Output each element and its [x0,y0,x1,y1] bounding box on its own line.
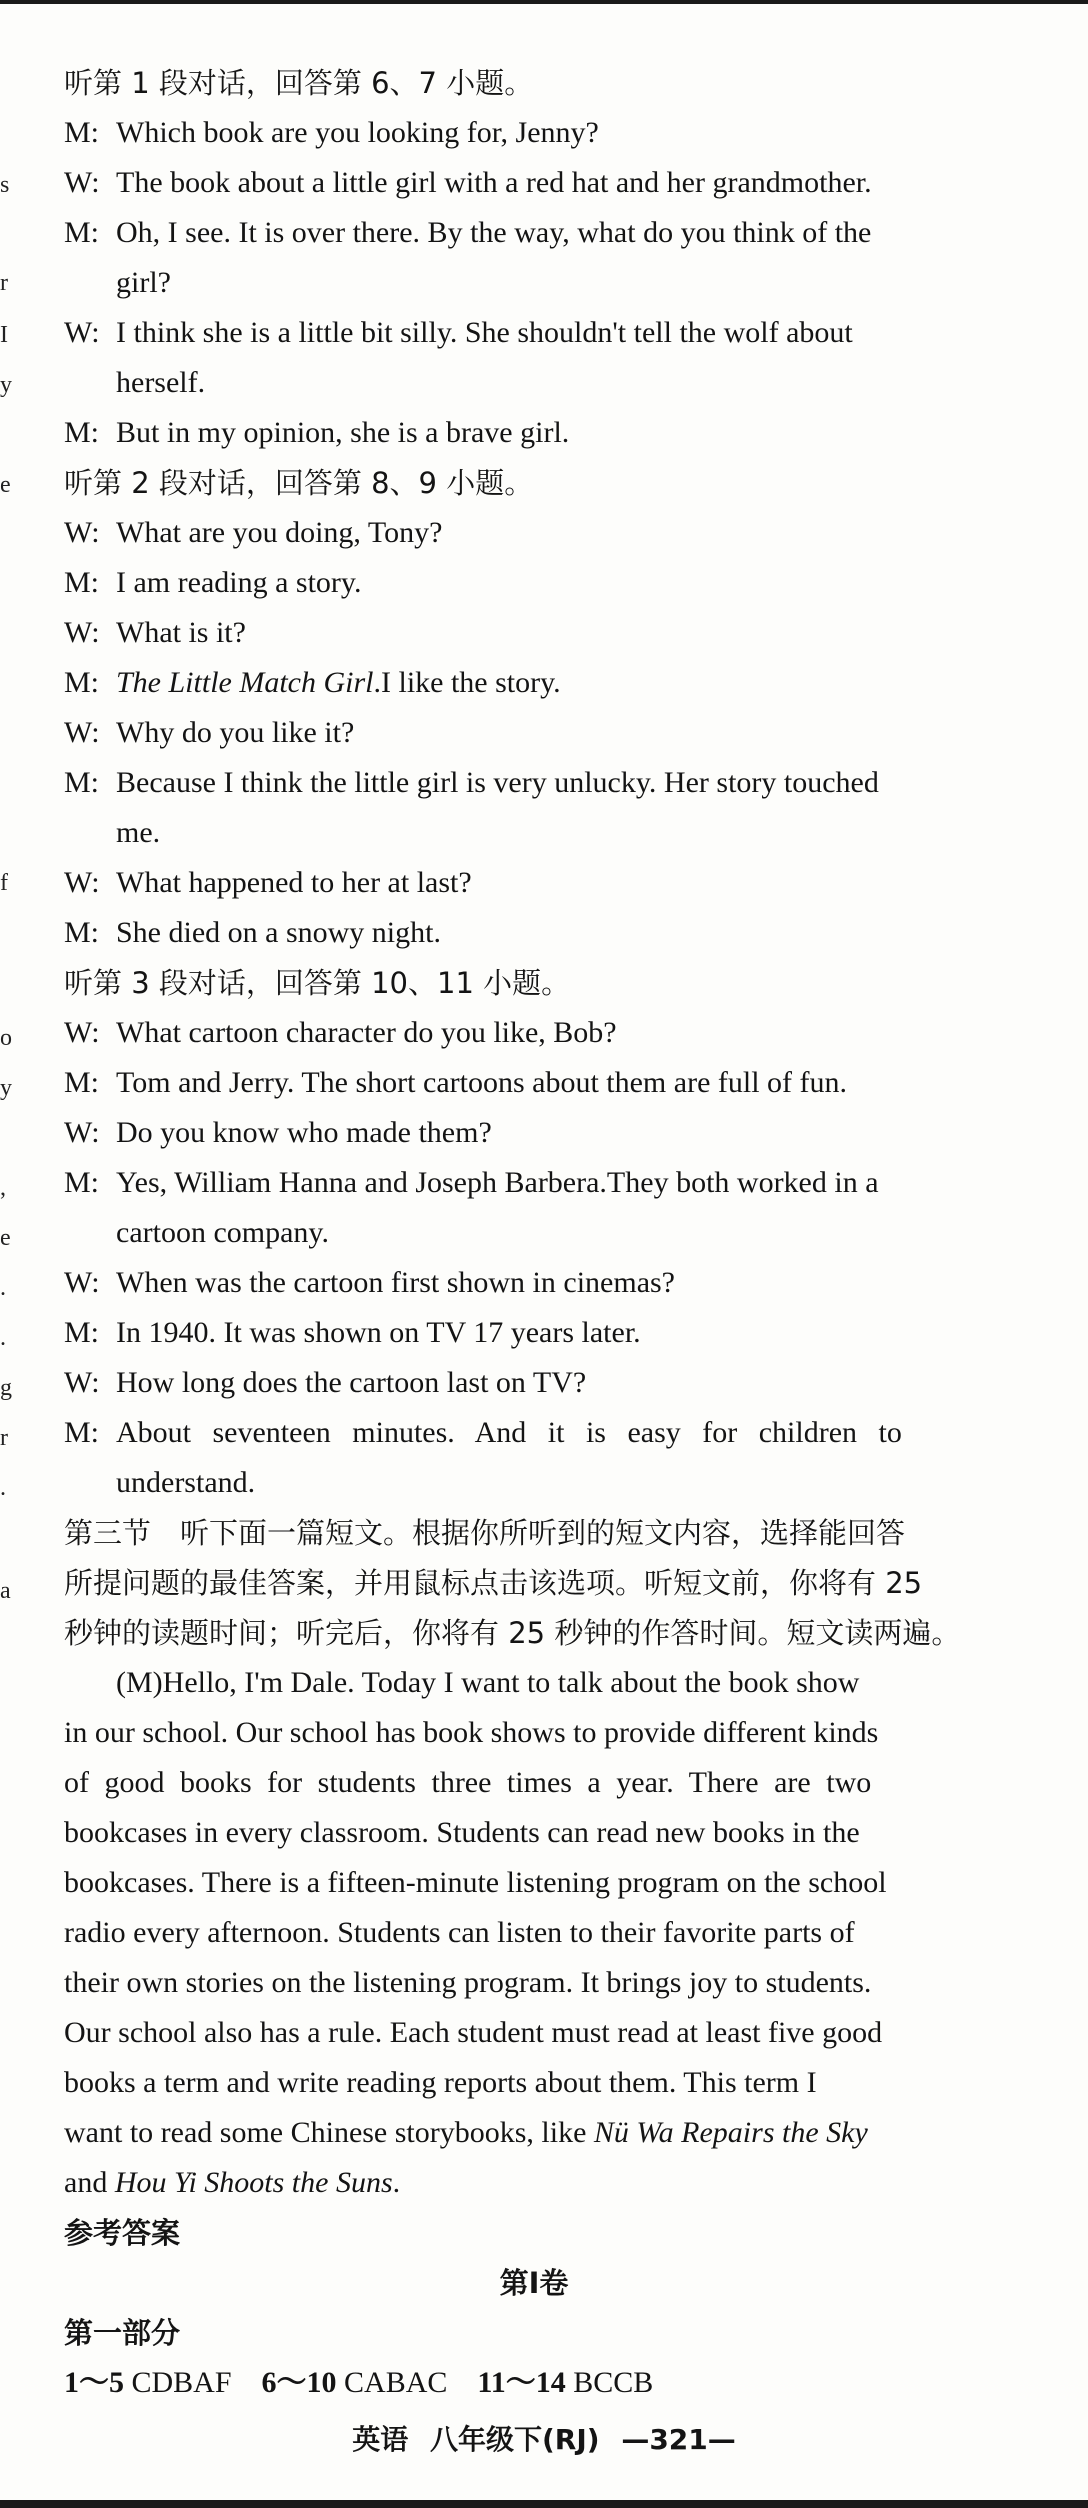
dialogue-line [64,308,1044,358]
speaker-label: M: [64,1316,100,1349]
page-footer [0,2418,1088,2458]
dialogue-line [64,208,1044,258]
dialogue-text: herself. [116,366,206,399]
dialogue-line [64,1358,1044,1408]
dialogue-text: .I like the story. [373,666,561,699]
speaker-label: W: [64,616,100,649]
dialogue-1 [64,108,1044,458]
speaker-label: M: [64,1166,100,1199]
dialogue-text: In 1940. It was shown on TV 17 years later. [116,1316,641,1349]
page-number: —321— [621,2423,736,2456]
dialogue-line [64,1058,1044,1108]
speaker-label: M: [64,116,100,149]
bottom-rule [0,2500,1088,2508]
dialogue-text: Because I think the little girl is very unlucky. Her story touched [116,766,879,799]
passage-line: of good books for students three times a year. There are two [64,1766,872,1799]
passage-line [64,2158,1044,2208]
passage-line: in our school. Our school has book shows to provide different kinds [64,1716,879,1749]
dialogue-text: But in my opinion, she is a brave girl. [116,416,570,449]
speaker-label: M: [64,216,100,249]
dialogue-text: Tom and Jerry. The short cartoons about them are full of fun. [116,1066,848,1099]
page-content [64,58,1044,2408]
dialogue-continuation [64,1458,1044,1508]
passage-text: . [392,2166,401,2199]
dialogue-text: understand. [116,1466,256,1499]
dialogue-continuation [64,1208,1044,1258]
dialogue-line [64,1108,1044,1158]
footer-subject: 英语 [352,2423,409,2456]
answer-values: CABAC [344,2366,448,2399]
margin-glyph: . [0,1275,6,1301]
dialogue-text: Yes, William Hanna and Joseph Barbera.They both worked in a [116,1166,879,1199]
dialogue-line [64,1158,1044,1208]
margin-glyph: o [0,1025,12,1051]
dialogue-line [64,858,1044,908]
dialogue-text: What are you doing, Tony? [116,516,443,549]
dialogue-line [64,1408,1044,1458]
speaker-label: M: [64,1416,100,1449]
speaker-label: W: [64,516,100,549]
speaker-label: W: [64,866,100,899]
speaker-label: W: [64,316,100,349]
volume-heading: 第Ⅰ卷 [499,2266,569,2300]
dialogue-line [64,1008,1044,1058]
passage-line: books a term and write reading reports about them. This term I [64,2066,817,2099]
dialogue-text: What happened to her at last? [116,866,472,899]
dialogue-line [64,708,1044,758]
margin-glyph: e [0,472,11,498]
margin-glyph: g [0,1375,12,1401]
dialogue-text: About seventeen minutes. And it is easy for children to [116,1416,902,1449]
top-rule [0,0,1088,4]
dialogue-text: cartoon company. [116,1216,329,1249]
speaker-label: M: [64,566,100,599]
dialogue-text: I think she is a little bit silly. She shouldn't tell the wolf about [116,316,853,349]
instruction-line: 第三节 听下面一篇短文。根据你所听到的短文内容，选择能回答 [64,1516,906,1550]
answer-key [64,2208,1044,2408]
dialogue-text: me. [116,816,161,849]
dialogue-line [64,908,1044,958]
dialogue-line [64,408,1044,458]
speaker-label: W: [64,716,100,749]
dialogue-text: I am reading a story. [116,566,362,599]
margin-glyph: r [0,270,8,296]
passage-line: bookcases. There is a fifteen-minute listening program on the school [64,1866,887,1899]
passage-line: bookcases in every classroom. Students can read new books in the [64,1816,860,1849]
margin-glyph: y [0,1075,12,1101]
speaker-label: M: [64,1066,100,1099]
dialogue-line [64,1308,1044,1358]
speaker-label: W: [64,1016,100,1049]
margin-glyph: I [0,322,8,348]
section-header-dialogue-1: 听第 1 段对话，回答第 6、7 小题。 [64,66,534,100]
speaker-label: W: [64,1366,100,1399]
dialogue-line [64,108,1044,158]
speaker-label: M: [64,766,100,799]
section-header-dialogue-3: 听第 3 段对话，回答第 10、11 小题。 [64,966,571,1000]
dialogue-text: How long does the cartoon last on TV? [116,1366,587,1399]
margin-glyph: f [0,870,8,896]
passage-line: radio every afternoon. Students can listen to their favorite parts of [64,1916,855,1949]
passage-text: and [64,2166,108,2199]
section-header-dialogue-2: 听第 2 段对话，回答第 8、9 小题。 [64,466,534,500]
dialogue-continuation [64,258,1044,308]
dialogue-line [64,758,1044,808]
answer-key-heading: 参考答案 [64,2216,181,2250]
speaker-label: M: [64,666,100,699]
margin-glyph: s [0,172,10,198]
dialogue-text: What cartoon character do you like, Bob? [116,1016,617,1049]
dialogue-text: Why do you like it? [116,716,355,749]
answer-values: BCCB [573,2366,654,2399]
answer-range: 1～5 [64,2366,124,2399]
story-title: The Little Match Girl [116,666,374,699]
part-heading: 第一部分 [64,2316,181,2350]
answer-values: CDBAF [131,2366,232,2399]
dialogue-text: What is it? [116,616,246,649]
margin-glyph: a [0,1578,11,1604]
dialogue-text: The book about a little girl with a red hat and her grandmother. [116,166,872,199]
instruction-line: 所提问题的最佳答案，并用鼠标点击该选项。听短文前，你将有 25 [64,1566,923,1600]
dialogue-3 [64,1008,1044,1508]
dialogue-text: girl? [116,266,171,299]
margin-glyph: . [0,1325,6,1351]
dialogue-line [64,1258,1044,1308]
margin-glyph: r [0,1425,8,1451]
listening-passage [64,1658,1044,2208]
margin-glyph: . [0,1475,6,1501]
margin-glyph: e [0,1225,11,1251]
speaker-label: M: [64,416,100,449]
dialogue-continuation [64,808,1044,858]
speaker-label: W: [64,1266,100,1299]
answer-range: 11～14 [477,2366,566,2399]
speaker-label: W: [64,166,100,199]
speaker-label: M: [64,916,100,949]
passage-line [64,2108,1044,2158]
speaker-label: W: [64,1116,100,1149]
instruction-line: 秒钟的读题时间；听完后，你将有 25 秒钟的作答时间。短文读两遍。 [64,1616,961,1650]
book-title: Nü Wa Repairs the Sky [593,2116,868,2149]
dialogue-text: When was the cartoon first shown in cinemas? [116,1266,675,1299]
dialogue-continuation [64,358,1044,408]
dialogue-line [64,558,1044,608]
passage-line: Our school also has a rule. Each student must read at least five good [64,2016,883,2049]
book-title: Hou Yi Shoots the Suns [114,2166,393,2199]
passage-text: want to read some Chinese storybooks, like [64,2116,587,2149]
margin-glyph: , [0,1175,6,1201]
dialogue-line [64,508,1044,558]
margin-glyph: y [0,372,12,398]
passage-line: their own stories on the listening program. It brings joy to students. [64,1966,872,1999]
dialogue-text: Oh, I see. It is over there. By the way, what do you think of the [116,216,872,249]
answer-row [64,2358,1044,2408]
passage-line: (M)Hello, I'm Dale. Today I want to talk about the book show [116,1666,860,1699]
dialogue-text: Which book are you looking for, Jenny? [116,116,599,149]
section-3-instructions [64,1508,1044,1658]
dialogue-line [64,658,1044,708]
dialogue-line [64,608,1044,658]
dialogue-text: Do you know who made them? [116,1116,492,1149]
dialogue-line [64,158,1044,208]
dialogue-text: She died on a snowy night. [116,916,441,949]
answer-range: 6～10 [261,2366,337,2399]
dialogue-2 [64,508,1044,958]
footer-grade: 八年级下(RJ) [429,2423,600,2456]
